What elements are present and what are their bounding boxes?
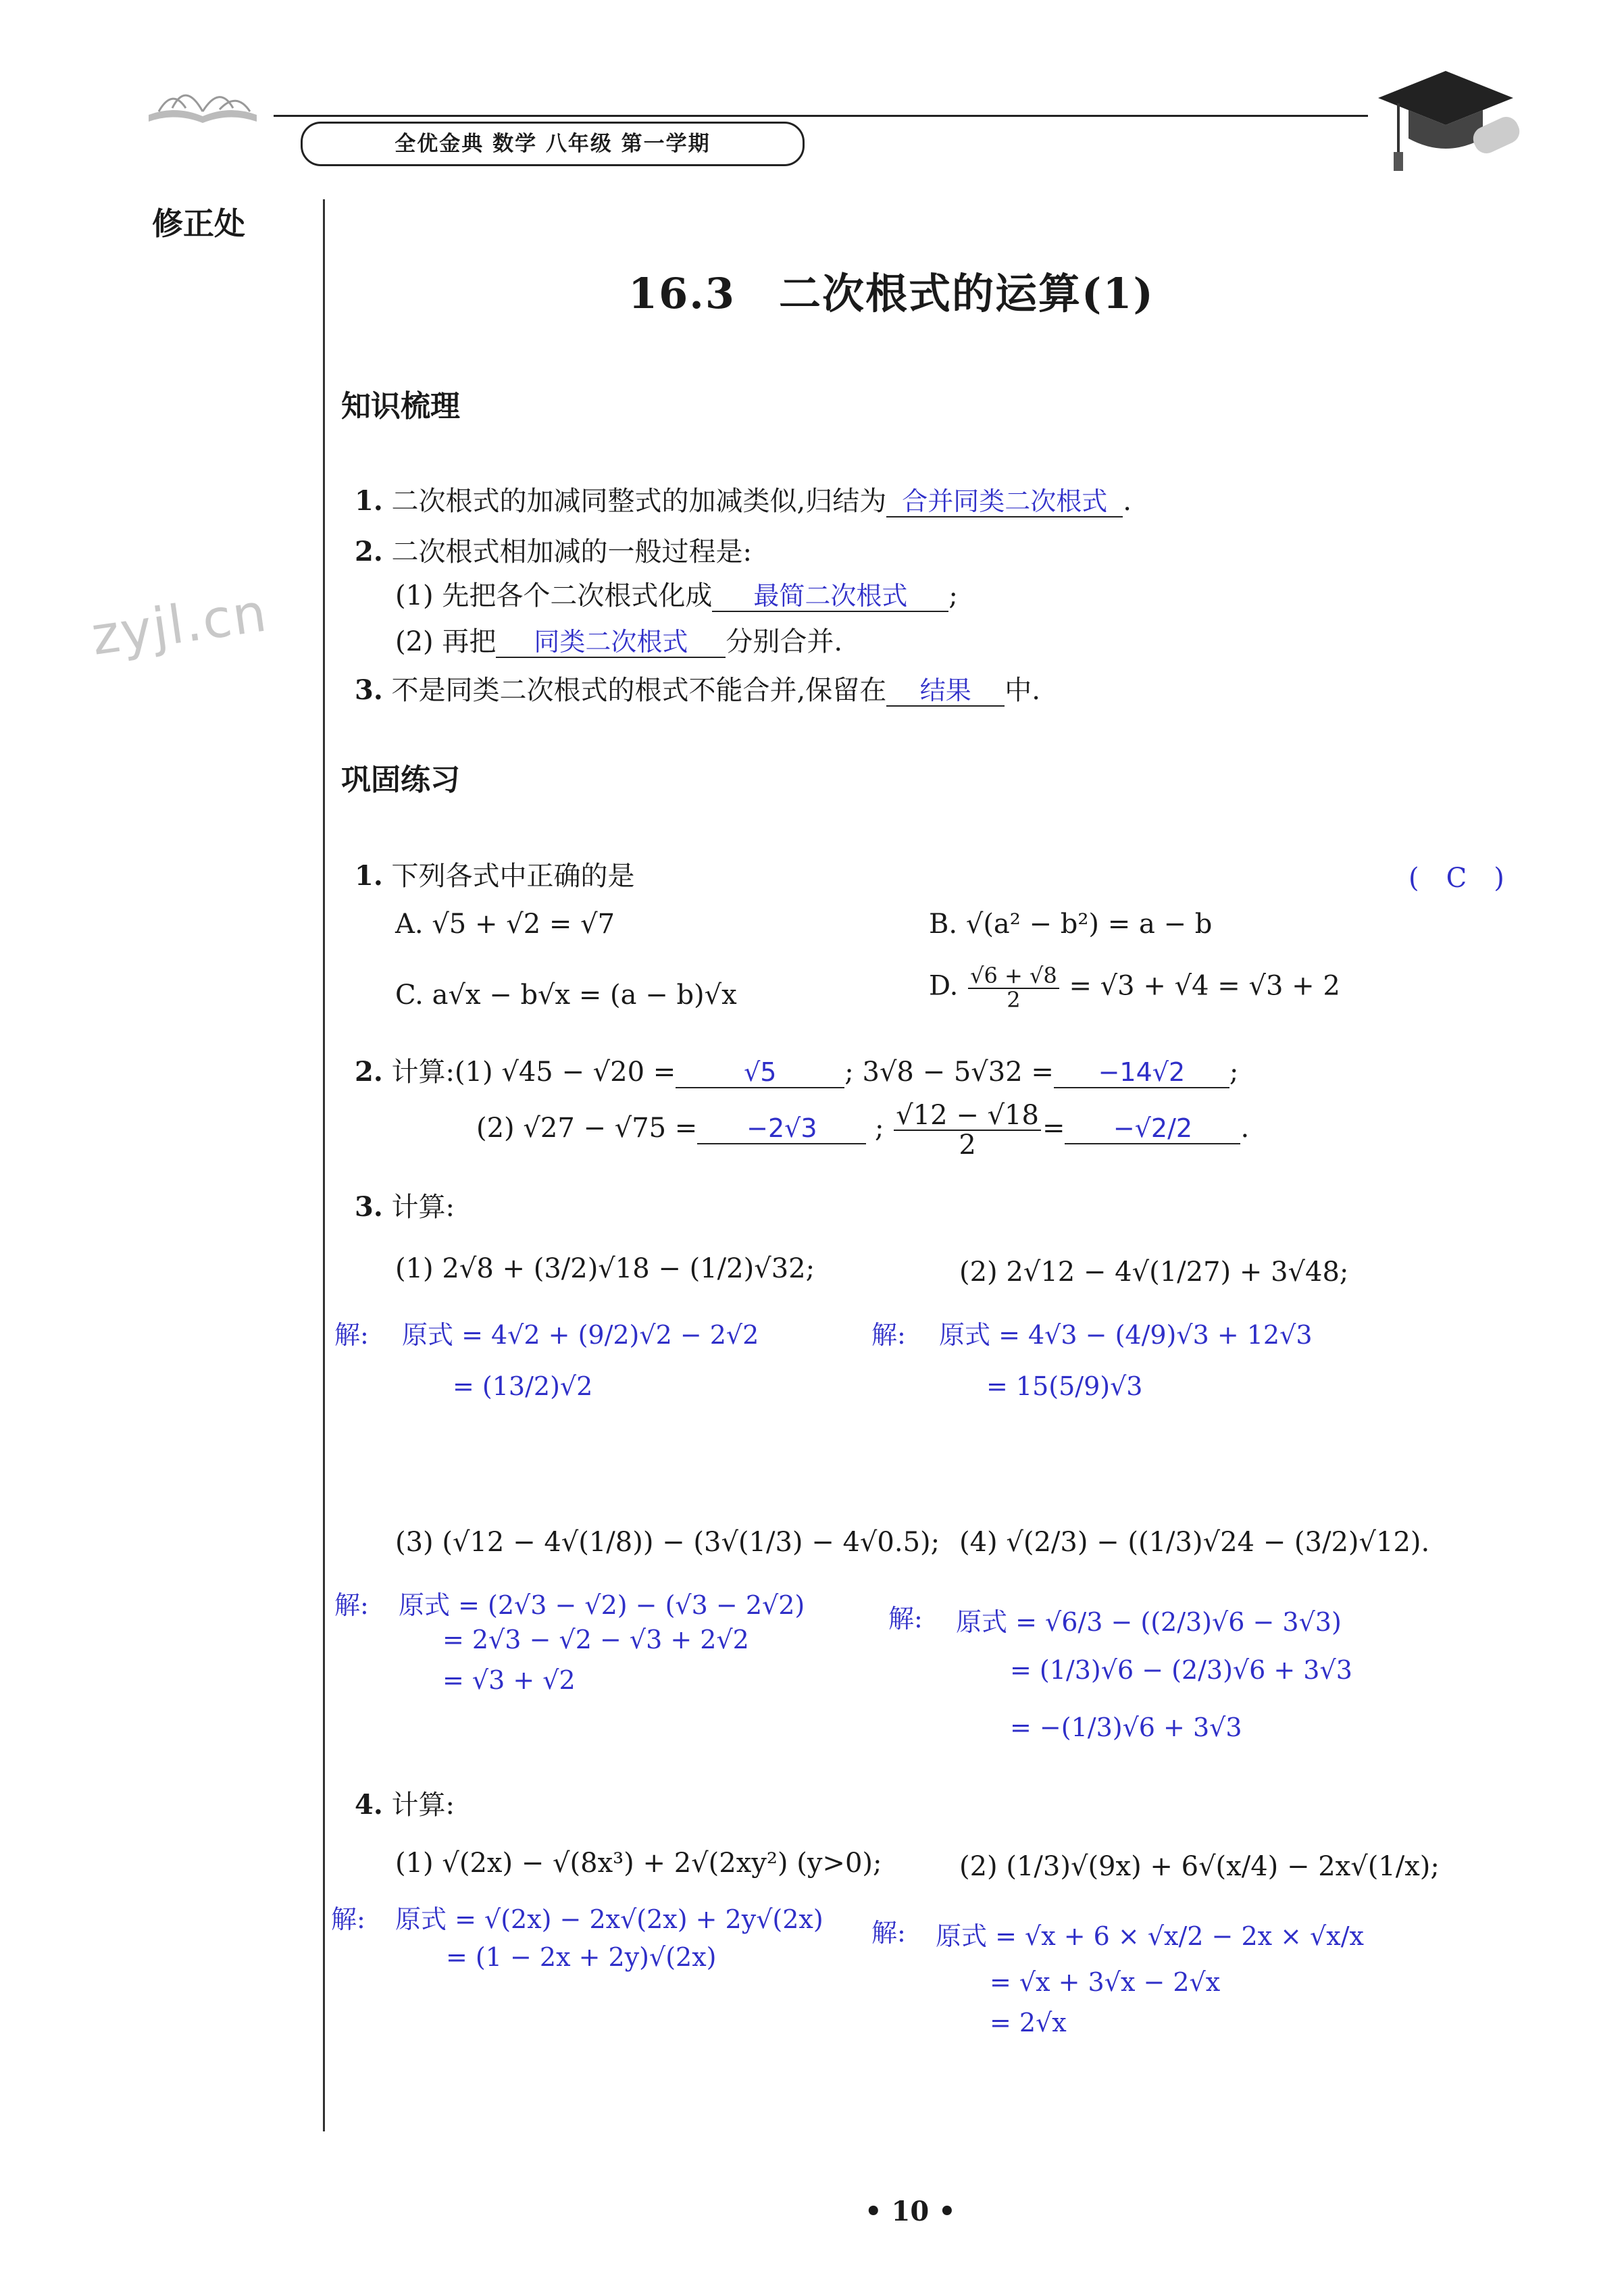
expression-fraction [894,1101,1041,1159]
margin-divider [323,199,325,2131]
answer-blank: −2√3 [697,1113,866,1144]
question-3-part-2: (2) 2√12 − 4√(1/27) + 3√48; [959,1257,1349,1288]
section-heading-knowledge: 知识梳理 [341,389,460,424]
answer-blank: 最简二次根式 [712,581,948,612]
question-text: 下列各式中正确的是 [391,861,635,892]
question-3-part-1: (1) 2√8 + (3/2)√18 − (1/2)√32; [395,1253,815,1284]
question-number: 2. [355,1056,383,1088]
item-tail: 分别合并. [726,626,843,657]
knowledge-item-3 [355,669,1040,707]
expression: (1) √45 − √20 = [454,1057,676,1088]
question-3-part-4: (4) √(2/3) − ((1/3)√24 − (3/2)√12). [959,1527,1430,1558]
expression: ; 3√8 − 5√32 = [844,1057,1054,1088]
item-text: 二次根式的加减同整式的加减类似,归结为 [391,486,887,517]
option-d-rest: = √3 + √4 = √3 + 2 [1069,970,1340,1002]
fraction-denominator: 2 [959,1130,976,1161]
solution-line: 原式 = 4√3 − (4/9)√3 + 12√3 [939,1320,1313,1350]
book-logo-icon [145,74,260,128]
solution-label: 解: [888,1604,923,1634]
series-title: 全优金典 数学 八年级 第一学期 [301,122,805,166]
item-tail: ; [948,580,958,611]
question-1-answer: ( C ) [1409,863,1504,894]
question-2-part-2: (2) √27 − √75 = −2√3 ; $\frac{√12 - √18}{2}$ = −√2/2 . [476,1100,1250,1161]
knowledge-item-2b [395,620,842,659]
equals: = [1042,1113,1065,1144]
item-number: 2. [355,536,383,567]
item-text: 不是同类二次根式的根式不能合并,保留在 [391,675,887,706]
item-number: 3. [355,674,383,706]
solution-line: = √3 + √2 [442,1665,576,1695]
question-1-stem [355,855,634,893]
solution-line: = (1 − 2x + 2y)√(2x) [446,1942,717,1972]
answer-blank: 合并同类二次根式 [886,486,1123,517]
solution-line: = √x + 3√x − 2√x [990,1967,1221,1997]
question-4-stem [355,1783,455,1822]
option-d [929,965,1340,1011]
page-title: 16.3 二次根式的运算(1) [628,269,1154,318]
question-label: 计算: [391,1790,455,1821]
item-number: 1. [355,485,383,517]
fraction-denominator: 2 [1007,986,1021,1013]
solution-line: = −(1/3)√6 + 3√3 [1010,1713,1242,1742]
expression-tail: ; [1229,1057,1239,1088]
solution-line: 原式 = 4√2 + (9/2)√2 − 2√2 [402,1320,759,1350]
solution-label: 解: [331,1904,365,1934]
question-4-part-2: (2) (1/3)√(9x) + 6√(x/4) − 2x√(1/x); [959,1851,1440,1882]
question-3-part-3: (3) (√12 − 4√(1/8)) − (3√(1/3) − 4√0.5); [395,1527,940,1558]
fraction-numerator: √12 − √18 [894,1101,1041,1131]
solution-label: 解: [334,1590,369,1620]
solution-label: 解: [871,1918,906,1948]
item-tail: . [1123,486,1132,517]
solution-line: 原式 = √(2x) − 2x√(2x) + 2y√(2x) [395,1904,823,1934]
item-text: (1) 先把各个二次根式化成 [395,580,713,611]
question-3-stem [355,1186,455,1224]
answer-blank: 结果 [886,676,1005,707]
solution-line: = 2√3 − √2 − √3 + 2√2 [442,1625,749,1654]
option-a: A. √5 + √2 = √7 [395,909,615,940]
solution-line: = (13/2)√2 [453,1371,593,1401]
knowledge-item-1 [355,480,1132,518]
answer-blank: 同类二次根式 [496,627,726,658]
page-number: • 10 • [865,2196,956,2227]
section-heading-practice: 巩固练习 [341,763,460,797]
question-number: 4. [355,1789,383,1821]
solution-line: 原式 = √x + 6 × √x/2 − 2x × √x/x [936,1921,1364,1951]
expression-tail: . [1240,1113,1250,1144]
correction-margin-label: 修正处 [152,205,245,242]
item-tail: 中. [1005,675,1040,706]
answer-blank: −14√2 [1054,1057,1229,1088]
expression: (2) √27 − √75 = [476,1113,698,1144]
question-number: 3. [355,1191,383,1223]
solution-line: = (1/3)√6 − (2/3)√6 + 3√3 [1010,1655,1352,1685]
option-c: C. a√x − b√x = (a − b)√x [395,980,737,1011]
knowledge-item-2 [355,530,752,569]
question-2-part-1 [355,1051,1238,1089]
question-label: 计算: [391,1057,455,1088]
option-d-label: D. [929,970,959,1002]
answer-blank: √5 [676,1057,844,1088]
option-b: B. √(a² − b²) = a − b [929,909,1213,940]
option-d-fraction [968,965,1059,1011]
knowledge-item-2a [395,574,958,613]
solution-line: 原式 = (2√3 − √2) − (√3 − 2√2) [399,1590,805,1620]
item-text: (2) 再把 [395,626,497,657]
header-rule [274,115,1368,117]
solution-line: 原式 = √6/3 − ((2/3)√6 − 3√3) [956,1607,1342,1637]
watermark: zyjl.cn [88,582,272,667]
graduation-cap-icon [1371,57,1527,172]
question-label: 计算: [391,1192,455,1223]
solution-line: = 15(5/9)√3 [986,1371,1143,1401]
fraction-numerator: √6 + √8 [968,965,1059,989]
item-text: 二次根式相加减的一般过程是: [391,536,752,567]
question-number: 1. [355,860,383,892]
solution-line: = 2√x [990,2008,1067,2037]
answer-blank: −√2/2 [1065,1113,1240,1144]
solution-label: 解: [871,1320,906,1350]
solution-label: 解: [334,1320,369,1350]
question-4-part-1: (1) √(2x) − √(8x³) + 2√(2xy²) (y>0); [395,1848,882,1879]
